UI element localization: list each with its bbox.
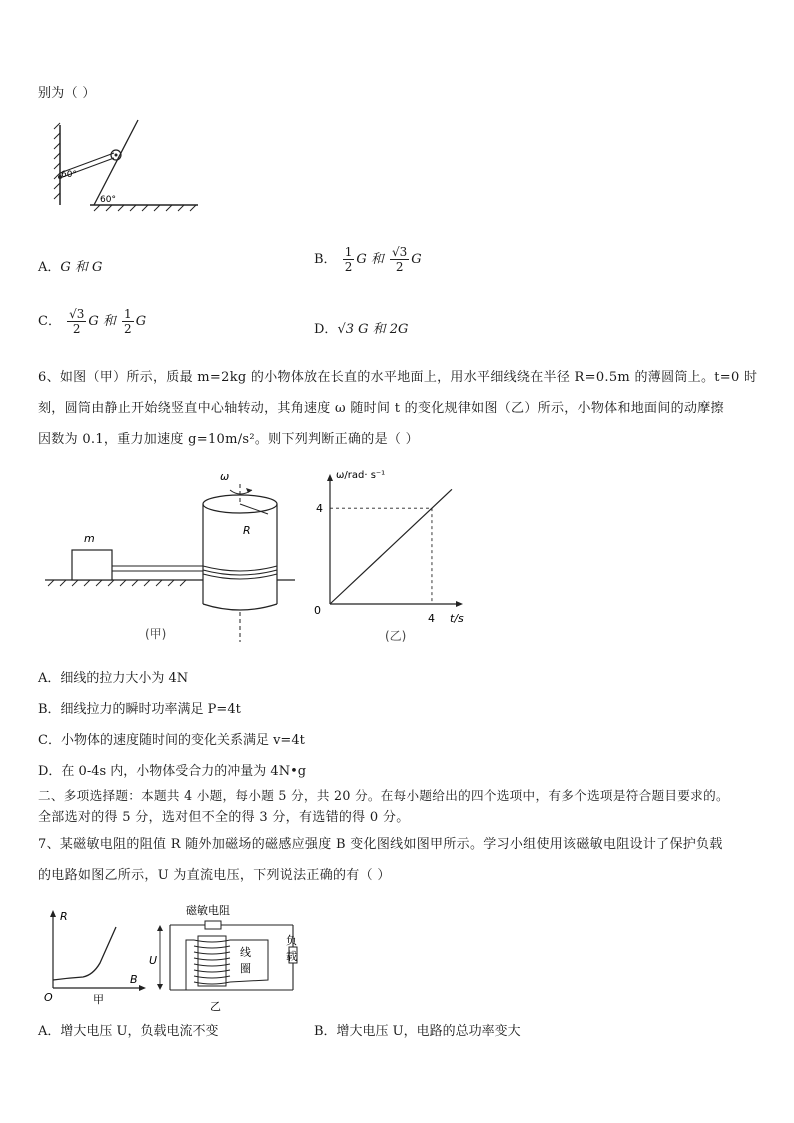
q6-mass-label: m (84, 532, 95, 545)
q5-figure (50, 115, 210, 215)
q6-caption-jia: (甲) (145, 627, 167, 641)
q6-line-3: 因数为 0.1，重力加速度 g=10m/s²。则下列判断正确的是（ ） (38, 432, 419, 447)
q7-origin: O (44, 991, 53, 1004)
q7-load-label-1: 负 (286, 934, 297, 947)
chart-y-tick: 4 (316, 502, 323, 516)
q7-coil-label-2: 圈 (240, 962, 251, 975)
q7-line-1: 7、某磁敏电阻的阻值 R 随外加磁场的磁感应强度 B 变化图线如图甲所示。学习小组使用该磁敏电阻设计了保护负载 (38, 837, 723, 852)
q7-load-label-2: 载 (286, 950, 297, 963)
chart-caption: (乙) (385, 629, 407, 643)
chart-x-arrow (456, 601, 463, 607)
q7-resistor-label: 磁敏电阻 (186, 904, 230, 917)
q7-x-label: B (130, 973, 138, 986)
q6-figure-jia (40, 462, 300, 647)
q7-caption-jia: 甲 (93, 993, 104, 1006)
chart-xlabel: t/s (450, 612, 464, 625)
chart-ylabel: ω/rad· s⁻¹ (336, 470, 386, 481)
section2-heading: 二、多项选择题：本题共 4 小题，每小题 5 分，共 20 分。在每小题给出的四个选项中，有多个选项是符合题目要求的。 (38, 788, 729, 803)
q5-option-c[interactable]: C． $\frac{√3}{2}$ G 和 $\frac{1}{2}$ G (38, 307, 147, 336)
q7-coil-label-1: 线 (240, 946, 251, 959)
q7-u-label: U (149, 954, 158, 967)
q7-figure-yi (148, 900, 318, 1015)
q7-figure-jia (38, 905, 148, 1005)
q6-chart (300, 462, 480, 647)
q6-option-b[interactable]: B．细线拉力的瞬时功率满足 P=4t (38, 702, 241, 717)
q6-omega-label: ω (220, 470, 230, 483)
q6-option-d[interactable]: D．在 0-4s 内，小物体受合力的冲量为 4N•g (38, 764, 307, 779)
q5-option-d[interactable]: D．√3 G 和 2G (314, 322, 409, 337)
q6-option-c[interactable]: C．小物体的速度随时间的变化关系满足 v=4t (38, 733, 305, 748)
q7-option-b[interactable]: B．增大电压 U，电路的总功率变大 (314, 1024, 521, 1039)
chart-origin: 0 (314, 604, 321, 617)
q5-option-b[interactable]: B． $\frac{1}{2}$ G 和 $\frac{√3}{2}$ G (314, 245, 422, 274)
q6-line-2: 刻，圆筒由静止开始绕竖直中心轴转动，其角速度 ω 随时间 t 的变化规律如图（乙）所示，小物体和地面间的动摩擦 (38, 401, 724, 416)
q7-caption-yi: 乙 (210, 1000, 221, 1013)
chart-x-tick: 4 (427, 612, 435, 625)
q7-line-2: 的电路如图乙所示，U 为直流电压，下列说法正确的有（ ） (38, 868, 391, 883)
q5-tail: 别为（ ） (38, 86, 96, 101)
q6-line-1: 6、如图（甲）所示，质最 m=2kg 的小物体放在长直的水平地面上，用水平细线绕在半径 R=0.5m 的薄圆筒上。t=0 时 (38, 370, 758, 385)
q7-y-label: R (60, 910, 68, 923)
q5-angle-floor: 60° (100, 195, 116, 205)
q6-radius-label: R (243, 524, 251, 537)
q5-angle-wall: 60° (61, 170, 77, 180)
chart-y-arrow (327, 474, 333, 481)
chart-series-line (330, 489, 452, 604)
section2-scoring: 全部选对的得 5 分，选对但不全的得 3 分，有选错的得 0 分。 (38, 810, 410, 825)
q7-option-a[interactable]: A．增大电压 U，负载电流不变 (38, 1024, 219, 1039)
q6-option-a[interactable]: A．细线的拉力大小为 4N (38, 671, 189, 686)
q5-option-a[interactable]: A．G 和 G (38, 260, 103, 275)
